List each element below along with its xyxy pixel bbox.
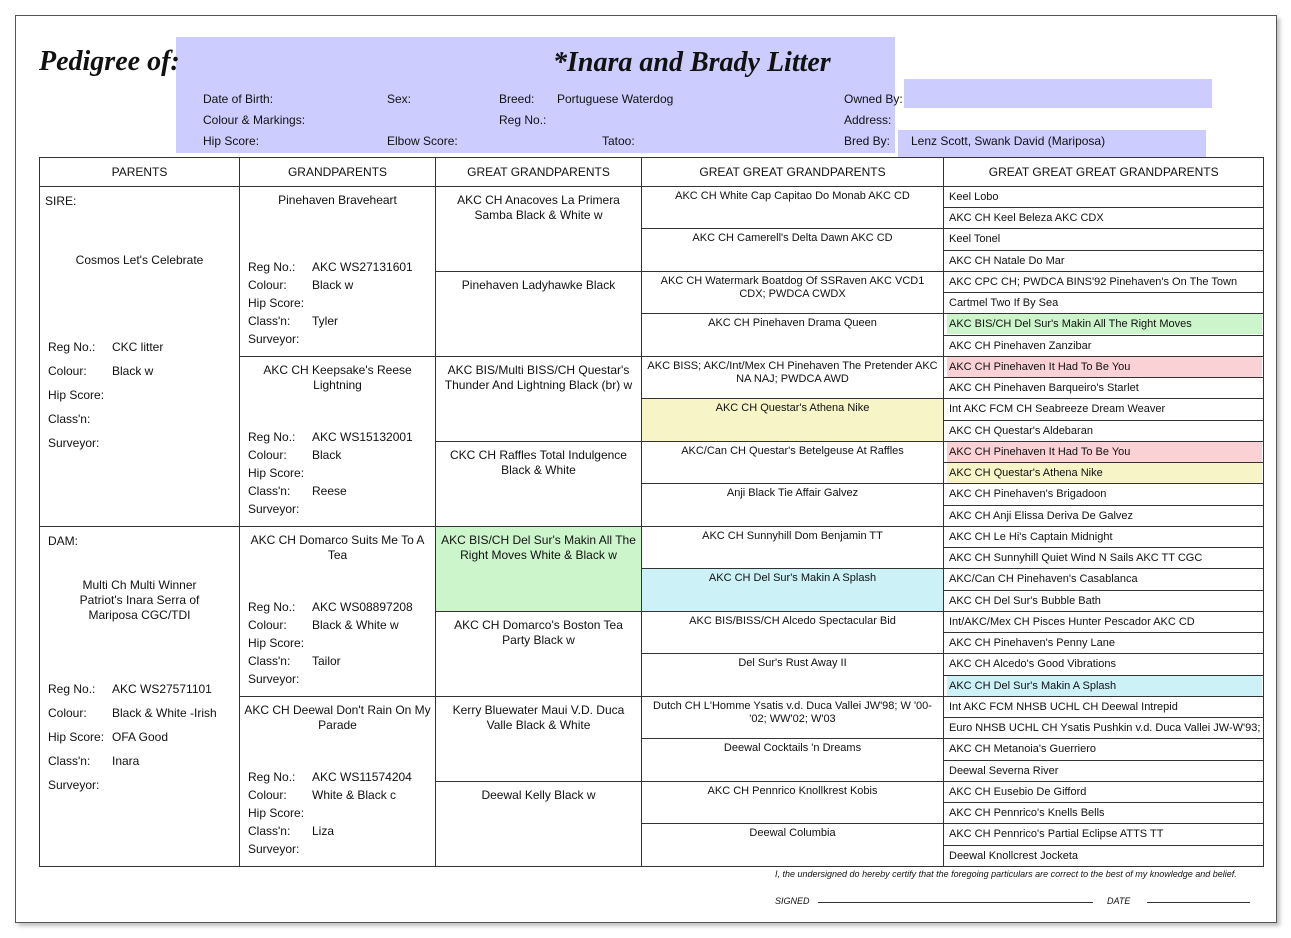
ggg-grandparent-name — [944, 718, 1263, 738]
ggg-grandparent-cell — [944, 760, 1264, 781]
ggg-grandparent-name — [944, 569, 1263, 589]
ggg-grandparent-cell — [944, 187, 1264, 208]
col-header-gg-grandparents: GREAT GREAT GRANDPARENTS — [642, 158, 944, 187]
ggg-grandparent-name — [944, 591, 1263, 611]
parent-role: SIRE: — [45, 194, 77, 208]
ggg-grandparent-label: AKC CH Anji Elissa Deriva De Galvez — [949, 509, 1134, 522]
reg-no-label: Reg No.: — [499, 113, 547, 127]
grandparent-0-class-row — [248, 312, 413, 330]
grandparent-0-details — [248, 258, 413, 348]
parent-0-hip-label: Hip Score: — [48, 388, 105, 402]
grandparent-2-colour-label: Colour: — [248, 618, 287, 632]
ggg-grandparent-cell — [944, 739, 1264, 760]
col-header-ggg-grandparents: GREAT GREAT GREAT GRANDPARENTS — [944, 158, 1264, 187]
grandparent-3-class-label: Class'n: — [248, 824, 291, 838]
dob-label: Date of Birth: — [203, 92, 274, 106]
gg-grandparent-name: Deewal Cocktails 'n Dreams — [723, 742, 862, 755]
parent-1-class-row — [48, 749, 217, 773]
gg-grandparent-name: Del Sur's Rust Away II — [738, 657, 847, 670]
ggg-grandparent-label: AKC CH Eusebio De Gifford — [949, 785, 1087, 798]
ggg-grandparent-cell — [944, 250, 1264, 271]
ggg-grandparent-label: AKC CH Pinehaven Barqueiro's Starlet — [949, 382, 1139, 395]
gg-grandparent-name: Dutch CH L'Homme Ysatis v.d. Duca Vallei JW'98; W '00-'02; WW'02; W'03 — [653, 700, 932, 725]
grandparent-0-class-label: Class'n: — [248, 314, 291, 328]
gg-grandparent-name: AKC BIS/BISS/CH Alcedo Spectacular Bid — [689, 614, 896, 627]
great-grandparent-name: Deewal Kelly Black w — [481, 787, 596, 802]
bred-by-label: Bred By: — [844, 134, 891, 148]
ggg-grandparent-cell — [944, 420, 1264, 441]
grandparent-2-details — [248, 598, 413, 688]
ggg-grandparent-name — [944, 251, 1263, 271]
grandparent-0-colour-row — [248, 276, 413, 294]
col-header-grandparents: GRANDPARENTS — [240, 158, 436, 187]
grandparent-wrap — [240, 357, 435, 526]
grandparent-0-reg-row — [248, 258, 413, 276]
gg-grandparent-name: AKC CH Sunnyhill Dom Benjamin TT — [702, 530, 883, 542]
grandparent-1-class-value: Reese — [312, 484, 347, 498]
gg-grandparent-cell — [642, 654, 944, 697]
ggg-grandparent-name — [944, 676, 1263, 696]
grandparent-1-colour-value: Black — [312, 448, 342, 462]
grandparent-cell — [240, 357, 436, 527]
parent-1-class-value: Inara — [112, 754, 140, 768]
gg-grandparent-cell — [642, 441, 944, 484]
parent-cell — [40, 527, 240, 867]
ggg-grandparent-label: AKC CH Sunnyhill Quiet Wind N Sails AKC TT CGC — [949, 552, 1203, 565]
parent-0-details — [48, 335, 163, 455]
breed-value: Portuguese Waterdog — [557, 92, 674, 106]
ggg-grandparent-cell — [944, 824, 1264, 845]
grandparent-3-reg-value: AKC WS11574204 — [312, 770, 412, 784]
parent-name: Cosmos Let's Celebrate — [75, 253, 204, 267]
ggg-grandparent-label: AKC CH Pinehaven's Penny Lane — [949, 637, 1115, 650]
gg-grandparent-name: AKC BISS; AKC/Int/Mex CH Pinehaven The Pretender AKC NA NAJ; PWDCA AWD — [647, 360, 938, 385]
gg-grandparent-cell — [642, 399, 944, 442]
gg-grandparent-cell — [642, 569, 944, 612]
grandparent-3-surveyor-label: Surveyor: — [248, 842, 300, 856]
parent-1-details — [48, 677, 217, 797]
parent-0-colour-label: Colour: — [48, 364, 87, 378]
ggg-grandparent-label: Euro NHSB UCHL CH Ysatis Pushkin v.d. Duca Vallei JW-W'93; — [949, 722, 1261, 735]
gg-grandparent-name: AKC CH Pennrico Knollkrest Kobis — [707, 784, 878, 797]
grandparent-2-reg-row — [248, 598, 413, 616]
grandparent-0-surveyor-label: Surveyor: — [248, 332, 300, 346]
parent-0-reg-row — [48, 335, 163, 359]
parent-1-colour-label: Colour: — [48, 706, 87, 720]
col-header-parents: PARENTS — [40, 158, 240, 187]
grandparent-1-hip-label: Hip Score: — [248, 466, 305, 480]
grandparent-1-surveyor-label: Surveyor: — [248, 502, 300, 516]
gg-grandparent-cell — [642, 357, 944, 399]
parent-1-hip-value: OFA Good — [112, 730, 169, 744]
parent-1-surveyor-label: Surveyor: — [48, 778, 100, 792]
ggg-grandparent-label: Deewal Severna River — [949, 764, 1059, 777]
ggg-grandparent-cell — [944, 357, 1264, 378]
ggg-grandparent-cell — [944, 675, 1264, 696]
elbow-score-label: Elbow Score: — [387, 134, 458, 148]
grandparent-2-surveyor-row — [248, 670, 413, 688]
great-grandparent-cell — [436, 441, 642, 526]
colour-markings-label: Colour & Markings: — [203, 113, 306, 127]
parent-1-reg-value: AKC WS27571101 — [112, 682, 212, 696]
ggg-grandparent-cell — [944, 484, 1264, 505]
grandparent-2-hip-label: Hip Score: — [248, 636, 305, 650]
great-grandparent-name: CKC CH Raffles Total Indulgence Black & White — [450, 447, 627, 477]
great-grandparent-name: AKC BIS/Multi BISS/CH Questar's Thunder And Lightning Black (br) w — [444, 363, 633, 392]
ggg-grandparent-name — [944, 442, 1263, 462]
ggg-grandparent-label: Keel Tonel — [949, 233, 1001, 246]
parent-name: Multi Ch Multi Winner Patriot's Inara Serra of Mariposa CGC/TDI — [79, 578, 200, 622]
parent-1-colour-row — [48, 701, 217, 725]
grandparent-0-reg-value: AKC WS27131601 — [312, 260, 413, 274]
grandparent-1-hip-row — [248, 464, 413, 482]
ggg-grandparent-name — [944, 506, 1263, 526]
grandparent-name: AKC CH Domarco Suits Me To A Tea — [250, 533, 425, 562]
ggg-grandparent-cell — [944, 208, 1264, 229]
ggg-grandparent-cell — [944, 590, 1264, 611]
parent-0-reg-label: Reg No.: — [48, 340, 96, 354]
gg-grandparent-cell — [642, 314, 944, 357]
ggg-grandparent-label: AKC CH Metanoia's Guerriero — [949, 743, 1096, 756]
grandparent-3-surveyor-row — [248, 840, 412, 858]
grandparent-3-details — [248, 768, 412, 858]
grandparent-3-reg-label: Reg No.: — [248, 770, 296, 784]
grandparent-cell — [240, 187, 436, 357]
parent-0-colour-value: Black w — [112, 364, 154, 378]
ggg-grandparent-name — [944, 421, 1263, 441]
ggg-grandparent-label: AKC CH Pennrico's Partial Eclipse ATTS TT — [949, 828, 1164, 841]
ggg-grandparent-label: AKC CPC CH; PWDCA BINS'92 Pinehaven's On The Town — [949, 275, 1238, 288]
sex-label: Sex: — [387, 92, 412, 106]
gg-grandparent-name: AKC/Can CH Questar's Betelgeuse At Raffles — [681, 444, 904, 457]
grandparent-3-class-value: Liza — [312, 824, 335, 838]
parent-1-reg-row — [48, 677, 217, 701]
ggg-grandparent-name — [944, 187, 1263, 207]
certification-text: I, the undersigned do hereby certify that the foregoing particulars are correct to the best of my knowledge and belief. — [775, 869, 1237, 879]
gg-grandparent-name: AKC CH Del Sur's Makin A Splash — [708, 572, 877, 585]
great-grandparent-cell — [436, 527, 642, 612]
ggg-grandparent-name — [944, 357, 1263, 377]
ggg-grandparent-name — [944, 378, 1263, 398]
ggg-grandparent-cell — [944, 803, 1264, 824]
grandparent-3-hip-label: Hip Score: — [248, 806, 305, 820]
grandparent-1-colour-label: Colour: — [248, 448, 287, 462]
parent-0-class-row — [48, 407, 163, 431]
ggg-grandparent-label: Int/AKC/Mex CH Pisces Hunter Pescador AKC CD — [949, 615, 1195, 628]
grandparent-3-colour-row — [248, 786, 412, 804]
ggg-grandparent-label: Cartmel Two If By Sea — [949, 297, 1059, 310]
ggg-grandparent-cell — [944, 314, 1264, 335]
great-grandparent-cell — [436, 697, 642, 782]
ggg-grandparent-label: AKC CH Keel Beleza AKC CDX — [949, 212, 1104, 225]
ggg-grandparent-label: AKC CH Pinehaven Zanzibar — [949, 339, 1092, 352]
ggg-grandparent-label: AKC CH Alcedo's Good Vibrations — [949, 658, 1116, 671]
grandparent-1-surveyor-row — [248, 500, 413, 518]
great-grandparent-cell — [436, 357, 642, 442]
ggg-grandparent-name — [944, 484, 1263, 504]
ggg-grandparent-cell — [944, 399, 1264, 420]
address-label: Address: — [844, 113, 892, 127]
ggg-grandparent-name — [944, 633, 1263, 653]
ggg-grandparent-label: AKC CH Questar's Aldebaran — [949, 424, 1093, 437]
grandparent-name: AKC CH Keepsake's Reese Lightning — [263, 363, 412, 392]
parent-0-class-label: Class'n: — [48, 412, 91, 426]
ggg-grandparent-cell — [944, 654, 1264, 675]
great-grandparent-name: Kerry Bluewater Maui V.D. Duca Valle Black & White — [452, 703, 625, 732]
ggg-grandparent-cell — [944, 718, 1264, 739]
grandparent-0-colour-value: Black w — [312, 278, 354, 292]
grandparent-2-class-value: Tailor — [312, 654, 341, 668]
parent-0-surveyor-row — [48, 431, 163, 455]
ggg-grandparent-cell — [944, 548, 1264, 569]
ggg-grandparent-label: AKC CH Le Hi's Captain Midnight — [949, 531, 1113, 543]
grandparent-0-hip-row — [248, 294, 413, 312]
ggg-grandparent-label: AKC CH Del Sur's Makin A Splash — [947, 676, 1262, 696]
ggg-grandparent-name — [944, 782, 1263, 802]
grandparent-wrap — [240, 527, 435, 696]
gg-grandparent-cell — [642, 187, 944, 229]
gg-grandparent-cell — [642, 781, 944, 824]
grandparent-0-colour-label: Colour: — [248, 278, 287, 292]
col-header-great-grandparents: GREAT GRANDPARENTS — [436, 158, 642, 187]
gg-grandparent-cell — [642, 484, 944, 527]
ggg-grandparent-cell — [944, 335, 1264, 356]
grandparent-1-class-label: Class'n: — [248, 484, 291, 498]
ggg-grandparent-label: Int AKC FCM CH Seabreeze Dream Weaver — [949, 403, 1166, 416]
grandparent-3-hip-row — [248, 804, 412, 822]
ggg-grandparent-cell — [944, 378, 1264, 399]
ggg-grandparent-cell — [944, 697, 1264, 718]
parent-1-surveyor-row — [48, 773, 217, 797]
ggg-grandparent-name — [944, 272, 1263, 292]
ggg-grandparent-name — [944, 697, 1263, 717]
ggg-grandparent-name — [944, 761, 1263, 781]
grandparent-2-hip-row — [248, 634, 413, 652]
breed-label: Breed: — [499, 92, 535, 106]
gg-grandparent-cell — [642, 611, 944, 654]
grandparent-2-colour-row — [248, 616, 413, 634]
ggg-grandparent-cell — [944, 229, 1264, 250]
gg-grandparent-name: AKC CH White Cap Capitao Do Monab AKC CD — [675, 190, 910, 202]
parent-1-colour-value: Black & White -Irish — [112, 706, 217, 720]
column-header-row — [40, 158, 1264, 187]
gg-grandparent-name: AKC CH Pinehaven Drama Queen — [708, 317, 877, 330]
parent-wrap — [40, 187, 239, 525]
pedigree-row — [40, 527, 1264, 548]
ggg-grandparent-name — [944, 654, 1263, 674]
parent-role: DAM: — [48, 534, 78, 548]
tatoo-label: Tatoo: — [602, 134, 635, 148]
gg-grandparent-cell — [642, 271, 944, 314]
ggg-grandparent-cell — [944, 527, 1264, 548]
grandparent-0-hip-label: Hip Score: — [248, 296, 305, 310]
ggg-grandparent-name — [944, 463, 1263, 483]
ggg-grandparent-label: AKC CH Pennrico's Knells Bells — [949, 807, 1105, 820]
grandparent-1-reg-value: AKC WS15132001 — [312, 430, 413, 444]
litter-name: *Inara and Brady Litter — [553, 47, 831, 78]
grandparent-name: AKC CH Deewal Don't Rain On My Parade — [244, 703, 431, 732]
grandparent-3-colour-label: Colour: — [248, 788, 287, 802]
ggg-grandparent-label: AKC BIS/CH Del Sur's Makin All The Right Moves — [947, 314, 1262, 334]
ggg-grandparent-cell — [944, 845, 1264, 866]
grandparent-2-reg-value: AKC WS08897208 — [312, 600, 413, 614]
gg-grandparent-cell — [642, 739, 944, 782]
parent-1-reg-label: Reg No.: — [48, 682, 96, 696]
grandparent-0-surveyor-row — [248, 330, 413, 348]
gg-grandparent-name: AKC CH Watermark Boatdog Of SSRaven AKC VCD1 CDX; PWDCA CWDX — [660, 274, 925, 300]
grandparent-cell — [240, 527, 436, 697]
ggg-grandparent-cell — [944, 463, 1264, 484]
grandparent-wrap — [240, 697, 435, 866]
bred-by-value: Lenz Scott, Swank David (Mariposa) — [911, 134, 1106, 148]
hip-score-label: Hip Score: — [203, 134, 260, 148]
gg-grandparent-name: Anji Black Tie Affair Galvez — [726, 487, 859, 500]
ggg-grandparent-cell — [944, 633, 1264, 654]
great-grandparent-name: Pinehaven Ladyhawke Black — [461, 277, 616, 292]
ggg-grandparent-name — [944, 399, 1263, 419]
owner-band — [904, 79, 1212, 108]
ggg-grandparent-cell — [944, 569, 1264, 590]
ggg-grandparent-label: AKC CH Questar's Athena Nike — [947, 463, 1262, 483]
gg-grandparent-cell — [642, 527, 944, 569]
parent-0-hip-row — [48, 383, 163, 407]
pedigree-table — [39, 157, 1264, 867]
gg-grandparent-cell — [642, 229, 944, 272]
grandparent-1-reg-row — [248, 428, 413, 446]
parent-1-hip-row — [48, 725, 217, 749]
parent-0-colour-row — [48, 359, 163, 383]
ggg-grandparent-name — [944, 548, 1263, 568]
ggg-grandparent-name — [944, 314, 1263, 334]
signed-label: SIGNED — [775, 896, 810, 906]
gg-grandparent-cell — [642, 824, 944, 867]
great-grandparent-name: AKC CH Anacoves La Primera Samba Black & White w — [457, 193, 620, 222]
ggg-grandparent-label: Keel Lobo — [949, 191, 999, 203]
grandparent-2-class-label: Class'n: — [248, 654, 291, 668]
parent-0-surveyor-label: Surveyor: — [48, 436, 100, 450]
pedigree-title: Pedigree of: — [39, 46, 180, 77]
great-grandparent-cell — [436, 611, 642, 696]
parent-0-reg-value: CKC litter — [112, 340, 164, 354]
ggg-grandparent-name — [944, 612, 1263, 632]
grandparent-cell — [240, 697, 436, 867]
ggg-grandparent-label: AKC CH Pinehaven It Had To Be You — [947, 442, 1262, 462]
date-label: DATE — [1107, 896, 1131, 906]
ggg-grandparent-name — [944, 208, 1263, 228]
ggg-grandparent-cell — [944, 271, 1264, 292]
grandparent-1-details — [248, 428, 413, 518]
great-grandparent-name: AKC CH Domarco's Boston Tea Party Black w — [454, 617, 623, 647]
ggg-grandparent-name — [944, 336, 1263, 356]
ggg-grandparent-name — [944, 803, 1263, 823]
ggg-grandparent-name — [944, 846, 1263, 866]
gg-grandparent-name: AKC CH Camerell's Delta Dawn AKC CD — [692, 232, 893, 245]
ggg-grandparent-label: AKC CH Natale Do Mar — [949, 254, 1065, 267]
great-grandparent-cell — [436, 187, 642, 272]
ggg-grandparent-label: AKC CH Pinehaven It Had To Be You — [947, 357, 1262, 377]
grandparent-1-class-row — [248, 482, 413, 500]
ggg-grandparent-label: AKC/Can CH Pinehaven's Casablanca — [949, 573, 1138, 586]
grandparent-3-class-row — [248, 822, 412, 840]
grandparent-3-reg-row — [248, 768, 412, 786]
parent-wrap — [40, 527, 239, 865]
parent-1-hip-label: Hip Score: — [48, 730, 105, 744]
great-grandparent-cell — [436, 781, 642, 866]
ggg-grandparent-name — [944, 739, 1263, 759]
grandparent-2-class-row — [248, 652, 413, 670]
grandparent-2-colour-value: Black & White w — [312, 618, 399, 632]
gg-grandparent-cell — [642, 697, 944, 739]
grandparent-2-reg-label: Reg No.: — [248, 600, 296, 614]
great-grandparent-name: AKC BIS/CH Del Sur's Makin All The Right Moves White & Black w — [441, 533, 636, 562]
date-line[interactable] — [1147, 902, 1250, 903]
grandparent-3-colour-value: White & Black c — [312, 788, 397, 802]
grandparent-0-class-value: Tyler — [312, 314, 339, 328]
grandparent-1-reg-label: Reg No.: — [248, 430, 296, 444]
ggg-grandparent-name — [944, 293, 1263, 313]
grandparent-0-reg-label: Reg No.: — [248, 260, 296, 274]
great-grandparent-cell — [436, 271, 642, 356]
gg-grandparent-name: AKC CH Questar's Athena Nike — [715, 402, 870, 415]
ggg-grandparent-cell — [944, 611, 1264, 632]
ggg-grandparent-name — [944, 527, 1263, 547]
grandparent-wrap — [240, 187, 435, 356]
grandparent-name: Pinehaven Braveheart — [278, 193, 397, 207]
signature-line[interactable] — [818, 902, 1093, 903]
parent-1-class-label: Class'n: — [48, 754, 91, 768]
ggg-grandparent-cell — [944, 293, 1264, 314]
ggg-grandparent-cell — [944, 781, 1264, 802]
ggg-grandparent-name — [944, 229, 1263, 249]
ggg-grandparent-label: Deewal Knollcrest Jocketa — [949, 849, 1079, 862]
grandparent-2-surveyor-label: Surveyor: — [248, 672, 300, 686]
ggg-grandparent-label: AKC CH Pinehaven's Brigadoon — [949, 488, 1107, 501]
ggg-grandparent-label: AKC CH Del Sur's Bubble Bath — [949, 594, 1101, 607]
ggg-grandparent-label: Int AKC FCM NHSB UCHL CH Deewal Intrepid — [949, 701, 1178, 713]
gg-grandparent-name: Deewal Columbia — [749, 827, 836, 840]
owned-by-label: Owned By: — [844, 92, 903, 106]
pedigree-row — [40, 187, 1264, 208]
grandparent-1-colour-row — [248, 446, 413, 464]
ggg-grandparent-name — [944, 824, 1263, 844]
parent-cell — [40, 187, 240, 527]
ggg-grandparent-cell — [944, 505, 1264, 526]
ggg-grandparent-cell — [944, 441, 1264, 462]
